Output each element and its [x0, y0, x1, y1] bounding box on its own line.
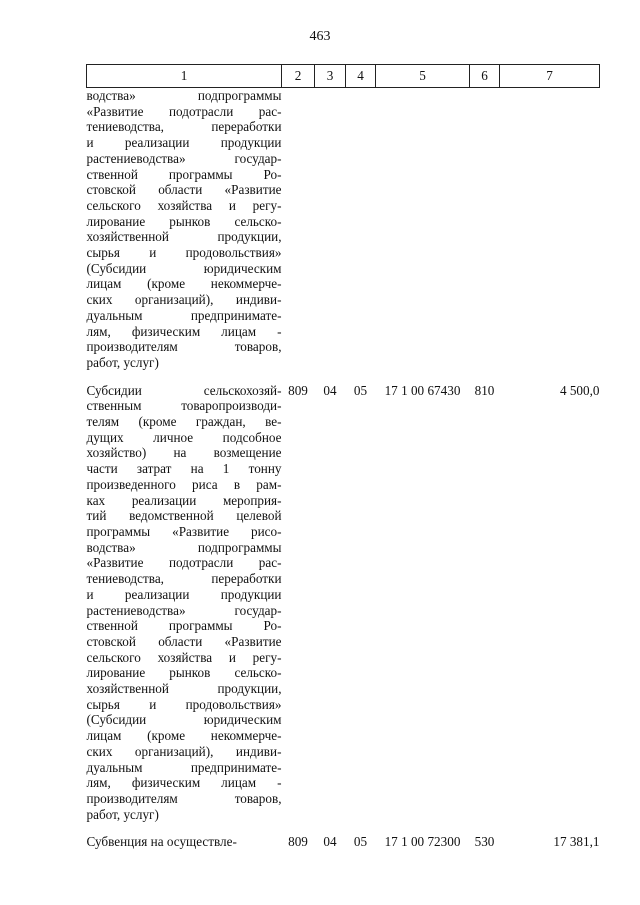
text-line: телям (кроме граждан, ве-	[86, 414, 282, 430]
text-line: хозяйственной продукции,	[86, 229, 282, 245]
cell-amount: 17 381,1	[553, 834, 600, 850]
text-line: хозяйственной продукции,	[86, 681, 282, 697]
text-line: и реализации продукции	[86, 586, 282, 602]
text-line: сельского хозяйства и регу-	[86, 197, 282, 213]
text-line: (Субсидии юридическим	[86, 260, 282, 276]
text-line: Субсидии сельскохозяй-	[86, 382, 282, 398]
text-line: лицам (кроме некоммерче-	[86, 728, 282, 744]
cell-subsection: 05	[353, 834, 368, 850]
text-line: части затрат на 1 тонну	[86, 461, 282, 477]
cell-ministry: 809	[288, 834, 308, 850]
header-row	[87, 65, 600, 88]
cell-expense-type: 530	[474, 834, 495, 850]
text-line: работ, услуг)	[86, 806, 159, 822]
text-line: «Развитие подотрасли рас-	[86, 555, 282, 571]
col-header-7: 7	[500, 65, 600, 88]
text-line: стовской области «Развитие	[86, 182, 282, 198]
row-description	[87, 822, 282, 850]
cell-section	[315, 88, 346, 371]
table-row	[87, 822, 600, 850]
text-line: лям, физическим лицам -	[86, 775, 282, 791]
table-row	[87, 88, 600, 371]
text-line: производителям товаров,	[86, 339, 282, 355]
cell-target-article	[376, 88, 470, 371]
text-line: ских организаций), индиви-	[86, 292, 282, 308]
text-line: тениеводства, переработки	[86, 119, 282, 135]
text-line: сырья и продовольствия»	[86, 696, 282, 712]
cell-ministry	[282, 88, 315, 371]
text-line: ственной программы Ро-	[86, 618, 282, 634]
col-header-3: 3	[315, 65, 346, 88]
col-header-2: 2	[282, 65, 315, 88]
text-line: произведенного риса в рам-	[86, 476, 282, 492]
text-line: дуальным предпринимате-	[86, 307, 282, 323]
cell-subsection	[346, 88, 376, 371]
text-line: ских организаций), индиви-	[86, 743, 282, 759]
cell-amount: 4 500,0	[559, 382, 600, 398]
row-description	[87, 88, 282, 371]
text-line: работ, услуг)	[86, 354, 159, 370]
text-line: сырья и продовольствия»	[86, 245, 282, 261]
cell-subsection: 05	[353, 382, 368, 398]
text-line: программы «Развитие рисо-	[86, 523, 282, 539]
text-line: тениеводства, переработки	[86, 571, 282, 587]
text-line: лирование рынков сельско-	[86, 213, 282, 229]
text-line: лирование рынков сельско-	[86, 665, 282, 681]
text-line: производителям товаров,	[86, 790, 282, 806]
text-line: хозяйство) на возмещение	[86, 445, 282, 461]
text-line: дуальным предпринимате-	[86, 759, 282, 775]
col-header-5: 5	[376, 65, 470, 88]
text-line: тий ведомственной целевой	[86, 508, 282, 524]
text-line: ственной программы Ро-	[86, 166, 282, 182]
cell-expense-type	[470, 88, 500, 371]
cell-target-article: 17 1 00 72300	[384, 834, 461, 850]
text-line: Субвенция на осуществле-	[86, 834, 237, 850]
cell-section: 04	[323, 834, 337, 850]
col-header-4: 4	[346, 65, 376, 88]
row-description	[87, 371, 282, 823]
text-line: водства» подпрограммы	[86, 539, 282, 555]
text-line: растениеводства» государ-	[86, 602, 282, 618]
col-header-6: 6	[470, 65, 500, 88]
table-row	[87, 371, 600, 823]
text-line: «Развитие подотрасли рас-	[86, 103, 282, 119]
cell-section: 04	[323, 382, 337, 398]
cell-amount	[500, 88, 600, 371]
page-number: 463	[309, 29, 331, 44]
cell-target-article: 17 1 00 67430	[384, 382, 461, 398]
text-line: сельского хозяйства и регу-	[86, 649, 282, 665]
budget-table	[86, 64, 600, 850]
text-line: лицам (кроме некоммерче-	[86, 276, 282, 292]
text-line: стовской области «Развитие	[86, 633, 282, 649]
text-line: ственным товаропроизводи-	[86, 398, 282, 414]
col-header-1: 1	[87, 65, 282, 88]
cell-expense-type: 810	[474, 382, 495, 398]
text-line: и реализации продукции	[86, 135, 282, 151]
text-line: (Субсидии юридическим	[86, 712, 282, 728]
text-line: растениеводства» государ-	[86, 150, 282, 166]
text-line: лям, физическим лицам -	[86, 323, 282, 339]
cell-ministry: 809	[288, 382, 308, 398]
text-line: дущих личное подсобное	[86, 429, 282, 445]
text-line: ках реализации мероприя-	[86, 492, 282, 508]
text-line: водства» подпрограммы	[86, 88, 282, 103]
